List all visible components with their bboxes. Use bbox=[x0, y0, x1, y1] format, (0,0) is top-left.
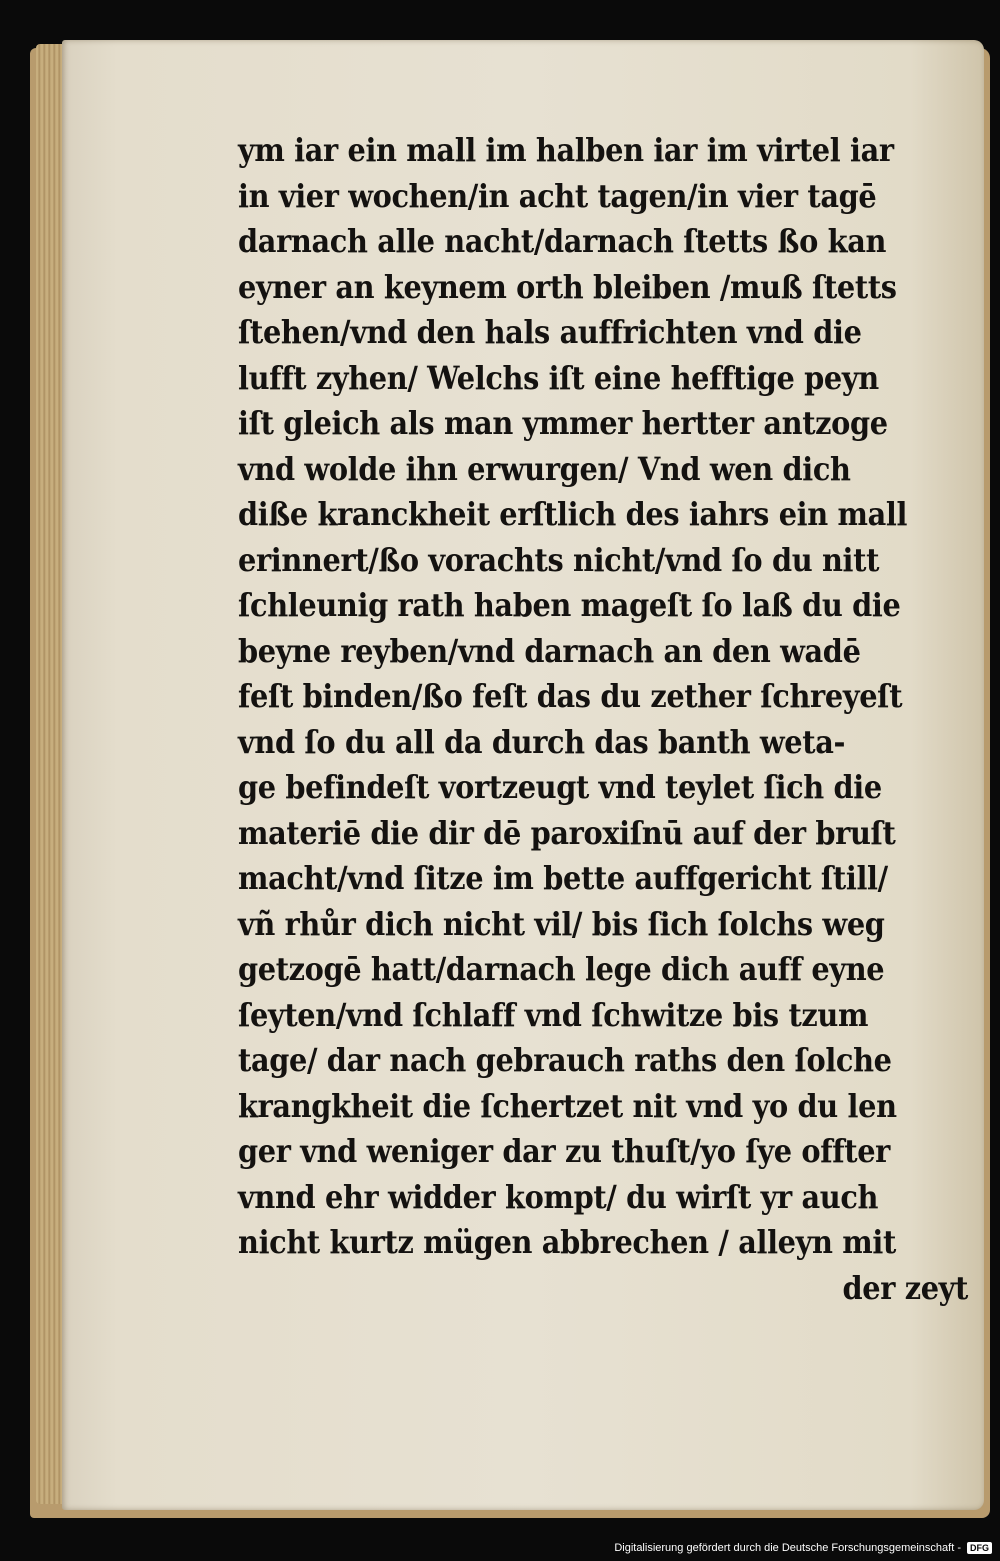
text-line: krangkheit die ſchertzet nit vnd yo du len bbox=[238, 1086, 897, 1125]
text-line: ſchleunig rath haben mageſt ſo laß du die bbox=[238, 586, 901, 624]
text-line: vnnd ehr widder kompt/ du wirſt yr auch bbox=[238, 1177, 879, 1216]
text-line: eyner an keynem orth bleiben /muß ſtetts bbox=[238, 267, 897, 306]
text-line: ſtehen/vnd den hals auffrichten vnd die bbox=[238, 313, 862, 351]
text-line: beyne reyben/vnd darnach an den wadē bbox=[238, 631, 861, 670]
catchword: der zeyt bbox=[842, 1268, 968, 1307]
dfg-logo-icon: DFG bbox=[967, 1542, 992, 1554]
text-line: ger vnd weniger dar zu thuſt/yo ſye offter bbox=[238, 1132, 890, 1170]
text-line: nicht kurtz mügen abbrechen / alleyn mit bbox=[238, 1223, 896, 1261]
footer-credit: Digitalisierung gefördert durch die Deutsche Forschungsgemeinschaft - bbox=[614, 1542, 961, 1554]
text-line: materiē die dir dē paroxiſnū auf der bruſt bbox=[238, 813, 896, 852]
digitization-footer bbox=[614, 1537, 992, 1559]
text-line: tage/ dar nach gebrauch raths den ſolche bbox=[238, 1041, 892, 1079]
text-line: erinnert/ßo vorachts nicht/vnd ſo du nitt bbox=[238, 540, 880, 579]
text-line: getzogē hatt/darnach lege dich auff eyne bbox=[238, 950, 885, 988]
text-line: darnach alle nacht/darnach ſtetts ßo kan bbox=[238, 222, 887, 260]
text-line: iſt gleich als man ymmer hertter antzoge bbox=[238, 404, 888, 442]
text-line: vñ rhůr dich nicht vil/ bis ſich ſolchs weg bbox=[238, 904, 885, 943]
text-line: ge befindeſt vortzeugt vnd teylet ſich die bbox=[238, 768, 882, 806]
text-line: ym iar ein mall im halben iar im virtel iar bbox=[238, 131, 894, 169]
page-text-block bbox=[238, 128, 968, 1311]
text-line: vnd ſo du all da durch das banth weta- bbox=[238, 722, 846, 761]
text-line: ſeyten/vnd ſchlaff vnd ſchwitze bis tzum bbox=[238, 995, 869, 1034]
text-line: diße kranckheit erſtlich des iahrs ein mall bbox=[238, 495, 908, 533]
text-line: in vier wochen/in acht tagen/in vier tagē bbox=[238, 176, 877, 215]
text-line: feſt binden/ßo feſt das du zether ſchreyeſt bbox=[238, 677, 903, 715]
text-line: vnd wolde ihn erwurgen/ Vnd wen dich bbox=[238, 449, 851, 488]
text-line: macht/vnd ſitze im bette auffgericht ſtill/ bbox=[238, 859, 888, 897]
text-line: lufft zyhen/ Welchs iſt eine hefftige peyn bbox=[238, 358, 879, 397]
